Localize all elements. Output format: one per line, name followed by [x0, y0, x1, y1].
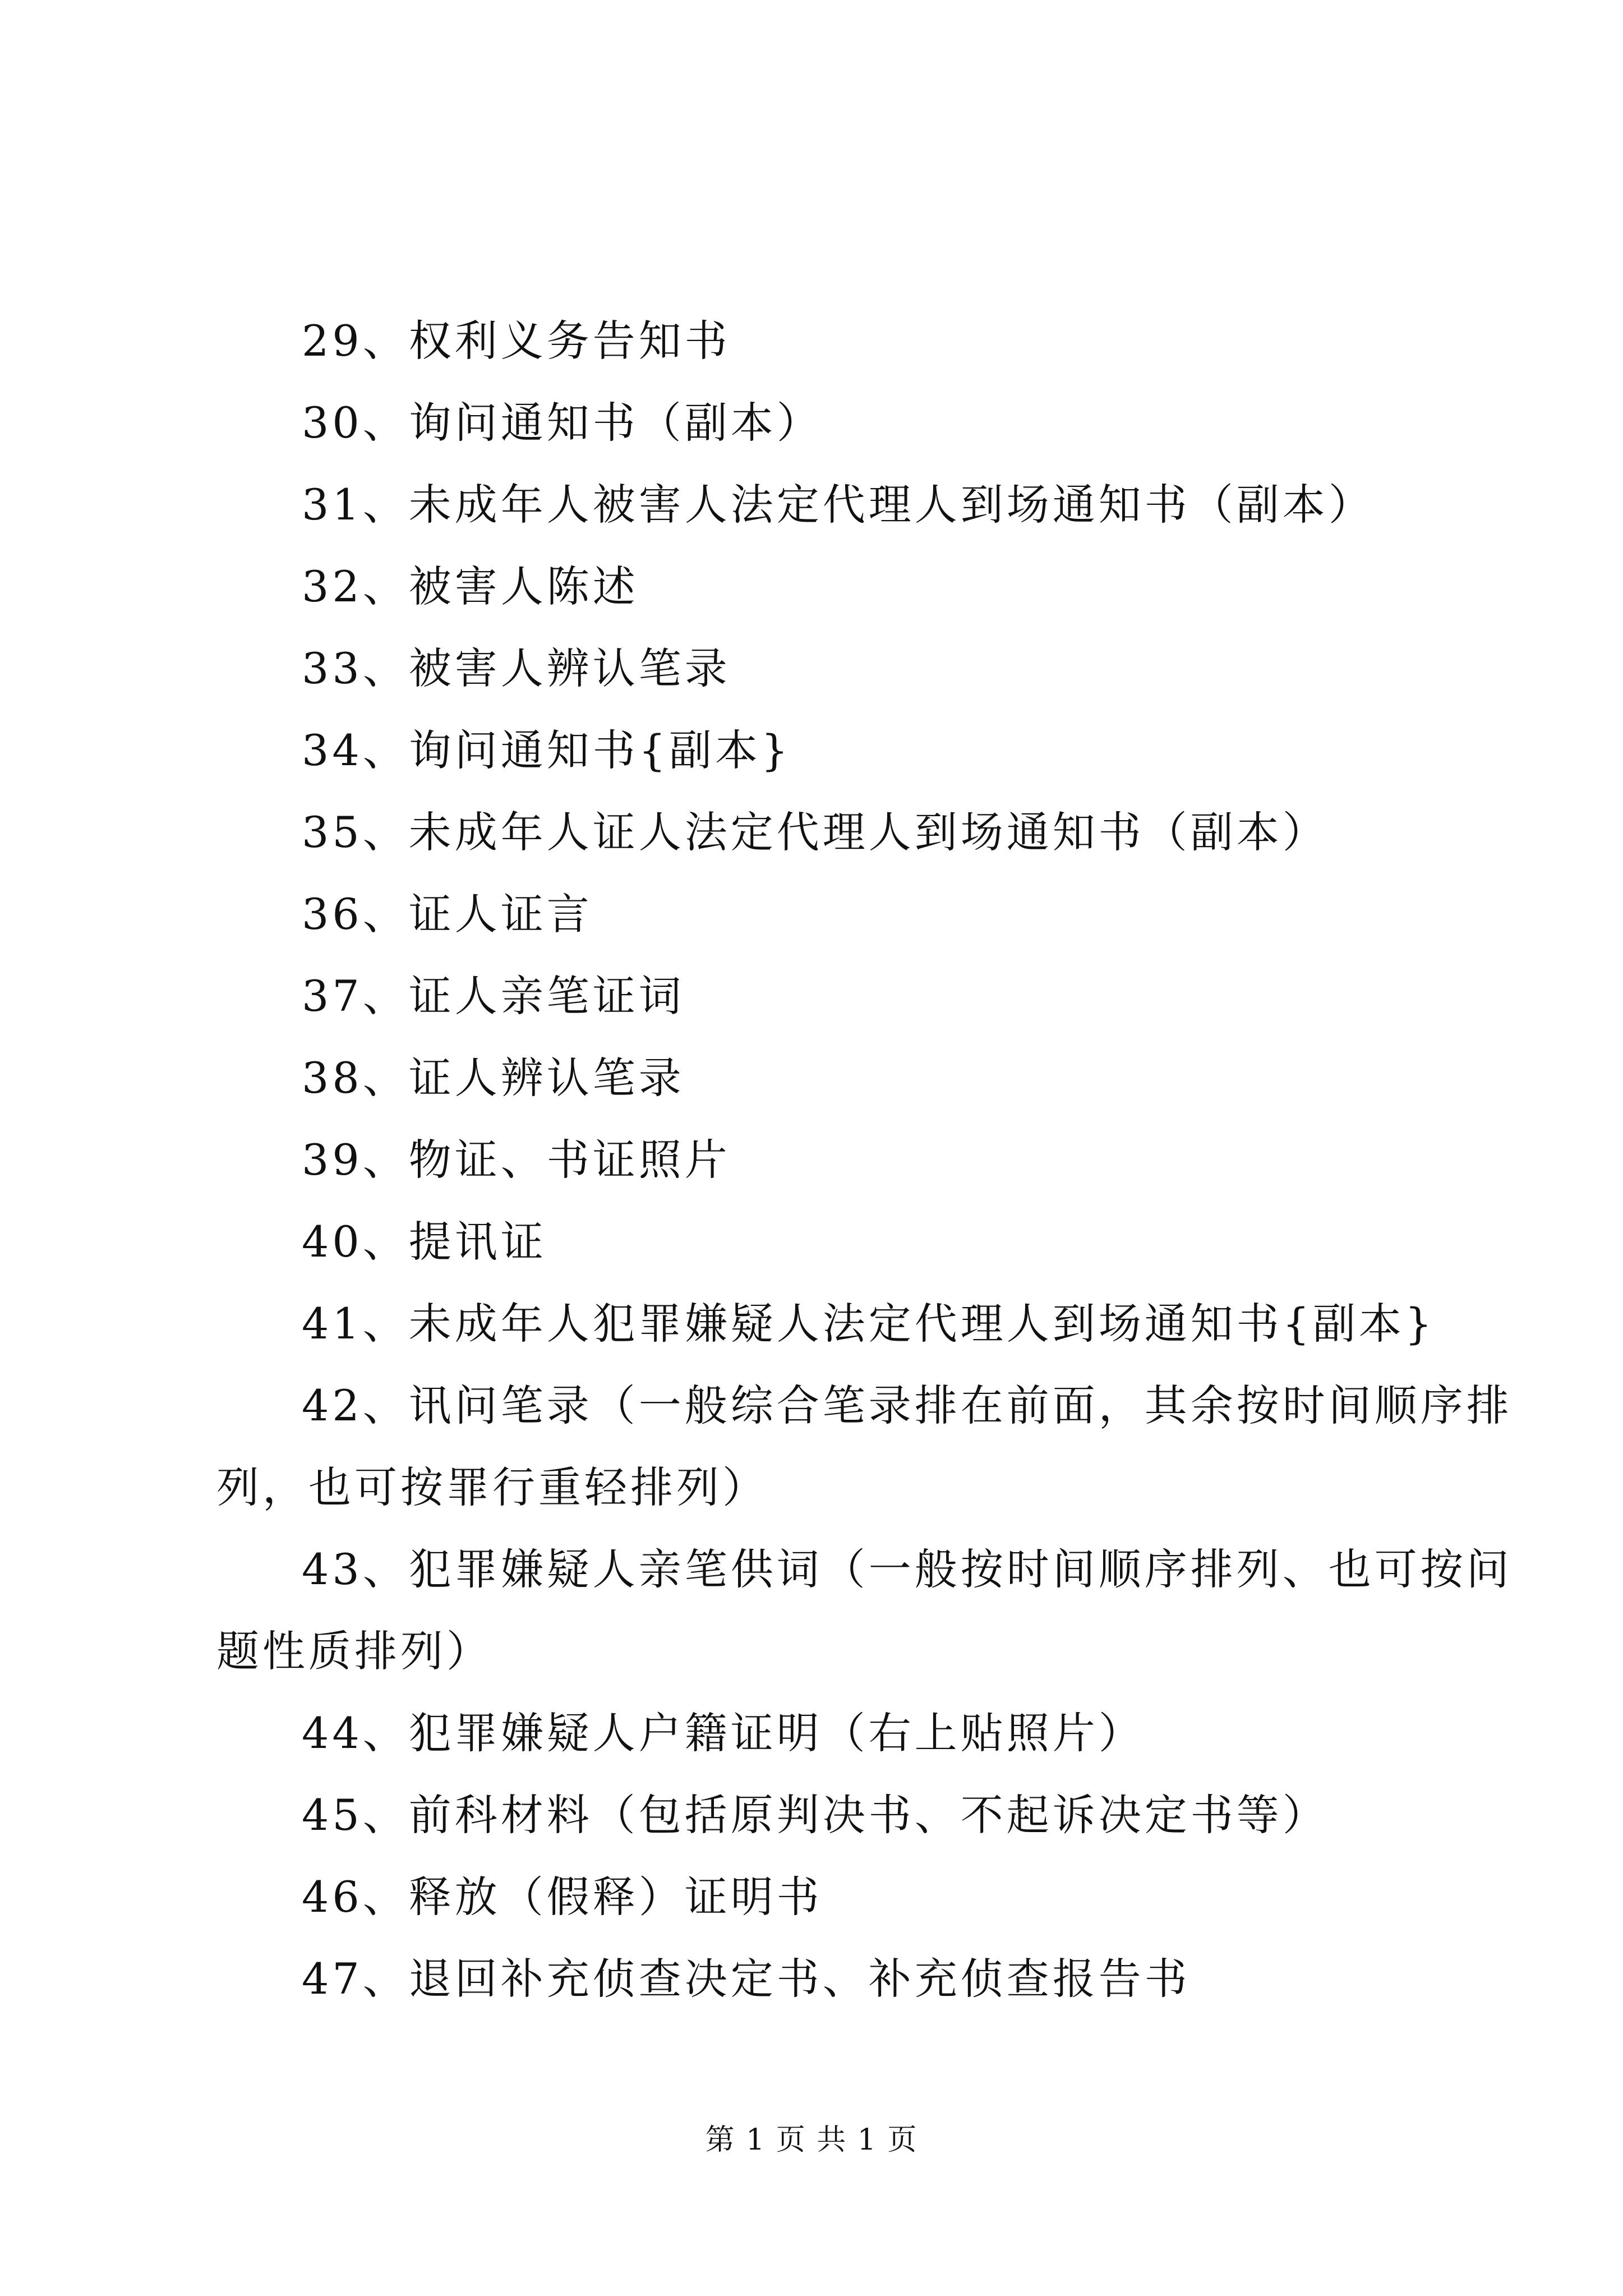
list-item: 39、物证、书证照片: [302, 1135, 731, 1185]
list-item: 29、权利义务告知书: [302, 316, 731, 366]
list-item: 31、未成年人被害人法定代理人到场通知书（副本）: [302, 480, 1375, 530]
list-item: 30、询问通知书（副本）: [302, 398, 823, 448]
list-item: 37、证人亲笔证词: [302, 971, 685, 1021]
list-item: 46、释放（假释）证明书: [302, 1872, 823, 1922]
list-item: 32、被害人陈述: [302, 562, 639, 611]
list-item: 36、证人证言: [302, 889, 593, 939]
list-item-line: 列，也可按罪行重轻排列）: [216, 1462, 768, 1512]
list-item-line: 43、犯罪嫌疑人亲笔供词（一般按时间顺序排列、也可按问: [302, 1544, 1513, 1594]
list-item: 40、提讯证: [302, 1217, 547, 1267]
list-item: 41、未成年人犯罪嫌疑人法定代理人到场通知书{副本}: [302, 1299, 1436, 1349]
list-item: 34、询问通知书{副本}: [302, 725, 792, 775]
page-footer: 第 1 页 共 1 页: [705, 2123, 918, 2157]
list-item-line: 42、讯问笔录（一般综合笔录排在前面，其余按时间顺序排: [302, 1381, 1513, 1430]
list-item: 33、被害人辨认笔录: [302, 643, 731, 693]
list-item: 44、犯罪嫌疑人户籍证明（右上贴照片）: [302, 1708, 1145, 1758]
list-item: 35、未成年人证人法定代理人到场通知书（副本）: [302, 807, 1329, 857]
list-item: 38、证人辨认笔录: [302, 1053, 685, 1103]
list-item: 47、退回补充侦查决定书、补充侦查报告书: [302, 1954, 1191, 2004]
list-item: [216, 1365, 1513, 1529]
document-body: [216, 300, 1513, 2020]
list-item: 45、前科材料（包括原判决书、不起诉决定书等）: [302, 1790, 1329, 1840]
list-item-line: 题性质排列）: [216, 1626, 492, 1676]
list-item: [216, 1529, 1513, 1692]
